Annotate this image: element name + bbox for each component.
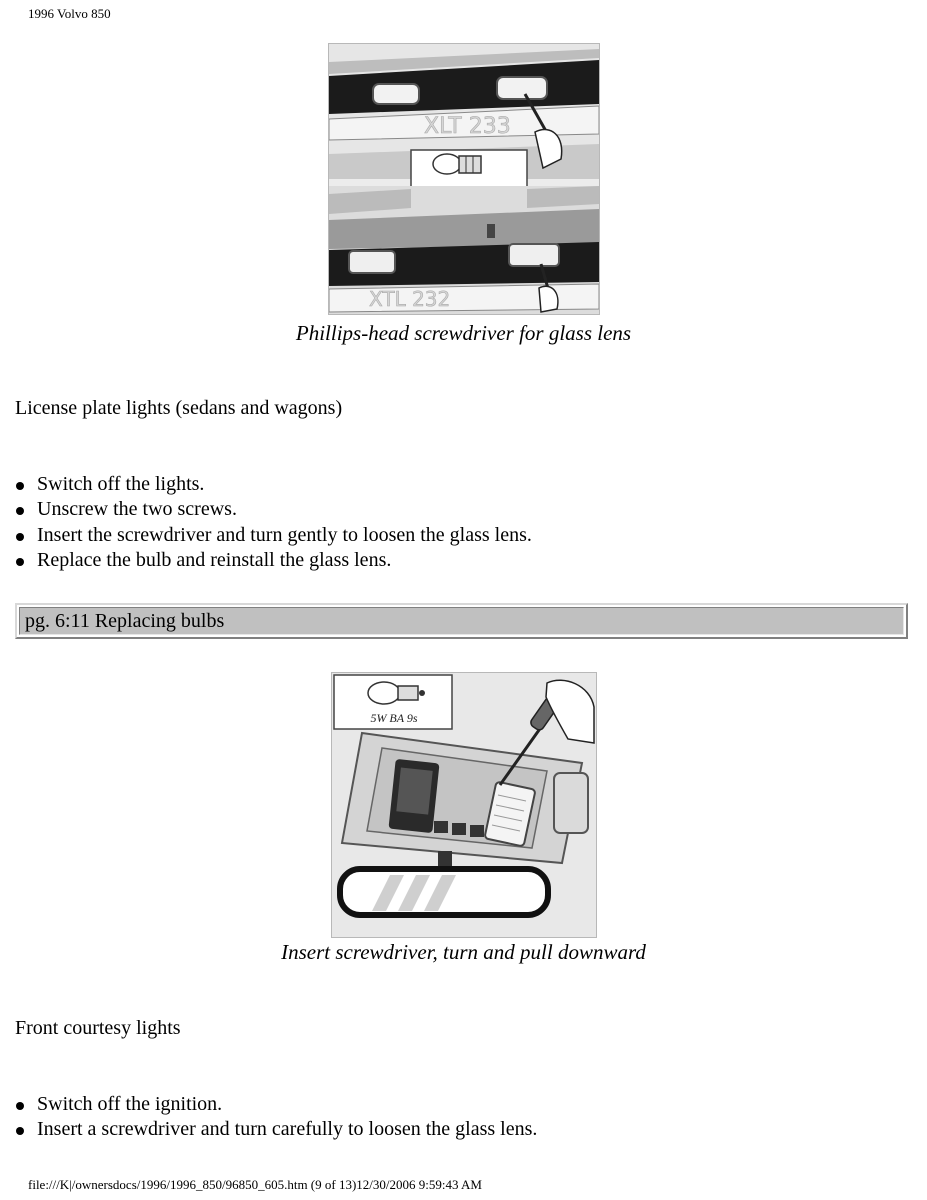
step-text: Switch off the ignition. — [37, 1093, 223, 1115]
license-plate-light-figure — [328, 43, 600, 315]
page-section-label: pg. 6:11 Replacing bulbs — [19, 607, 904, 635]
list-item — [15, 497, 532, 522]
list-item — [15, 472, 532, 497]
bullet-icon — [16, 533, 24, 541]
bullet-icon — [16, 1102, 24, 1110]
step-text: Unscrew the two screws. — [37, 498, 237, 521]
list-item — [15, 523, 532, 548]
figure2-caption: Insert screwdriver, turn and pull downward — [281, 940, 646, 964]
plate-text-top: XLT 233 — [424, 114, 511, 139]
plate-text-bottom: XTL 232 — [369, 287, 451, 311]
step-text: Insert the screwdriver and turn gently to loosen the glass lens. — [37, 523, 532, 546]
document-header-title: 1996 Volvo 850 — [28, 6, 111, 21]
bullet-icon — [16, 1127, 24, 1135]
bullet-icon — [16, 507, 24, 515]
step-text: Switch off the lights. — [37, 473, 205, 495]
step-text: Replace the bulb and reinstall the glass lens. — [37, 548, 392, 571]
page-section-bar — [15, 603, 908, 639]
list-item — [15, 548, 532, 573]
courtesy-light-steps-list — [15, 1092, 537, 1143]
courtesy-light-section-title: Front courtesy lights — [15, 1017, 181, 1039]
courtesy-light-figure — [331, 672, 597, 938]
list-item — [15, 1092, 537, 1117]
courtesy-light-illustration — [332, 673, 596, 937]
license-plate-illustration — [329, 44, 599, 314]
license-plate-section-title: License plate lights (sedans and wagons) — [15, 397, 343, 419]
list-item — [15, 1117, 537, 1142]
figure1-caption: Phillips-head screwdriver for glass lens — [295, 321, 632, 345]
license-plate-steps-list — [15, 472, 532, 573]
bulb-spec-label: 5W BA 9s — [370, 711, 418, 725]
bullet-icon — [16, 482, 24, 490]
file-path-footer: file:///K|/ownersdocs/1996/1996_850/96850_605.htm (9 of 13)12/30/2006 9:59:43 AM — [28, 1177, 482, 1192]
bullet-icon — [16, 558, 24, 566]
step-text: Insert a screwdriver and turn carefully to loosen the glass lens. — [37, 1118, 538, 1141]
